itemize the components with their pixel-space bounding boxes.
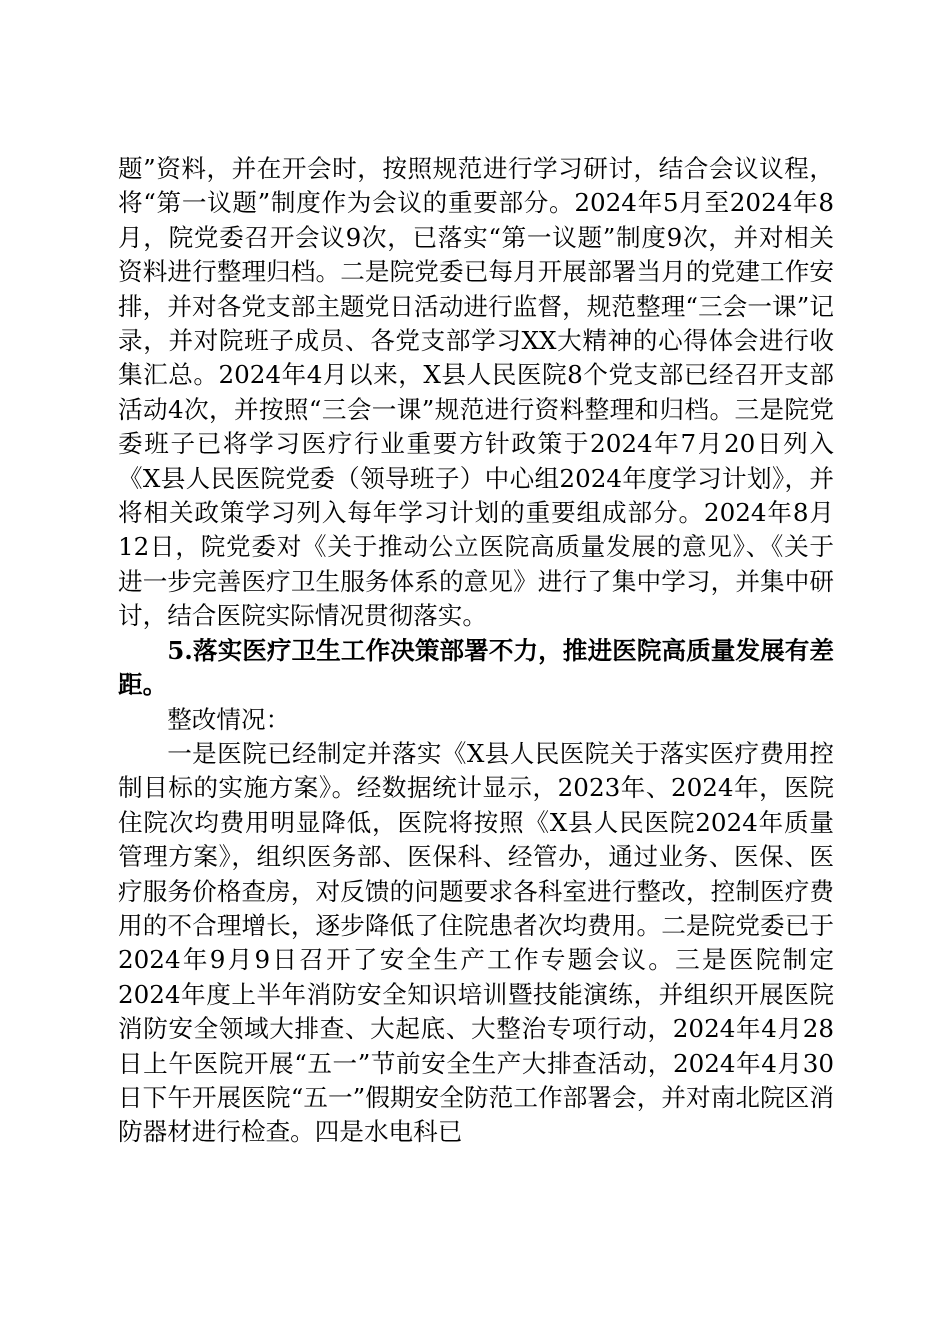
body-paragraph-continuation: 题”资料，并在开会时，按照规范进行学习研讨，结合会议议程，将“第一议题”制度作为会议的重要部分。2024年5月至2024年8月，院党委召开会议9次，已落实“第一议题”制度9次，并对相关资料进行整理归档。二是院党委已每月开展部署当月的党建工作安排，并对各党支部主题党日活动进行监督，规范整理“三会一课”记录，并对院班子成员、各党支部学习XX大精神的心得体会进行收集汇总。2024年4月以来，X县人民医院8个党支部已经召开支部活动4次，并按照“三会一课”规范进行资料整理和归档。三是院党委班子已将学习医疗行业重要方针政策于2024年7月20日列入《X县人民医院党委（领导班子）中心组2024年度学习计划》，并将相关政策学习列入每年学习计划的重要组成部分。2024年8月12日，院党委对《关于推动公立医院高质量发展的意见》、《关于进一步完善医疗卫生服务体系的意见》进行了集中学习，并集中研讨，结合医院实际情况贯彻落实。	[118, 154, 834, 631]
rectification-label: 整改情况：	[167, 704, 291, 734]
body-paragraph-rectification: 一是医院已经制定并落实《X县人民医院关于落实医疗费用控制目标的实施方案》。经数据统计显示，2023年、2024年，医院住院次均费用明显降低，医院将按照《X县人民医院2024年质量管理方案》，组织医务部、医保科、经管办，通过业务、医保、医疗服务价格查房，对反馈的问题要求各科室进行整改，控制医疗费用的不合理增长，逐步降低了住院患者次均费用。二是院党委已于2024年9月9日召开了安全生产工作专题会议。三是医院制定2024年度上半年消防安全知识培训暨技能演练，并组织开展医院消防安全领域大排查、大起底、大整治专项行动，2024年4月28日上午医院开展“五一”节前安全生产大排查活动，2024年4月30日下午开展医院“五一”假期安全防范工作部署会，并对南北院区消防器材进行检查。四是水电科已	[118, 738, 834, 1147]
document-body	[118, 152, 834, 1150]
section-heading-5: 5.落实医疗卫生工作决策部署不力，推进医院高质量发展有差距。	[118, 635, 834, 700]
